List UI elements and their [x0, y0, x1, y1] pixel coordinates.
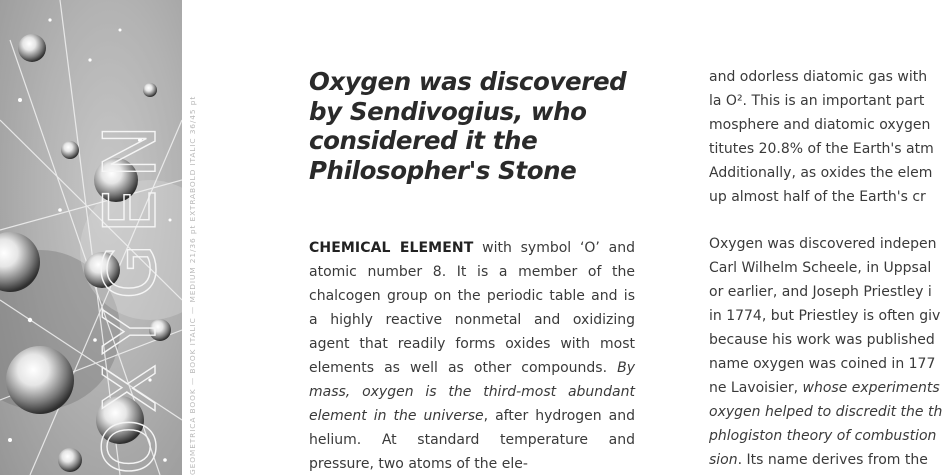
right-line — [709, 376, 950, 400]
water-droplets-photo — [0, 0, 182, 475]
specimen-caption: GEOMETRICA BOOK — BOOK ITALIC — MEDIUM 21/36 pt EXTRABOLD ITALIC 36/45 pt — [188, 95, 197, 475]
right-line-italic: whose experiments — [802, 380, 940, 396]
right-line: titutes 20.8% of the Earth's atm — [709, 141, 934, 157]
right-line-text: in 1774, but Priestley is often giv — [709, 308, 941, 324]
right-line — [709, 304, 950, 328]
right-line: and odorless diatomic gas with — [709, 69, 928, 85]
right-line-italic: sion — [709, 452, 738, 468]
right-line — [709, 280, 950, 304]
right-line — [709, 232, 950, 256]
right-line-italic: oxygen helped to discredit the th — [709, 404, 943, 420]
right-line-text: . Its name derives from the — [737, 452, 928, 468]
right-line: Additionally, as oxides the elem — [709, 165, 933, 181]
body-paragraph-1 — [309, 236, 635, 476]
right-line: up almost half of the Earth's cr — [709, 189, 926, 205]
right-line: la O². This is an important part — [709, 93, 925, 109]
right-line: mosphere and diatomic oxygen — [709, 117, 931, 133]
body-text-2: , after hydrogen and helium. At standard temperature and pressure, two atoms of the ele- — [309, 408, 635, 472]
right-line-text: or earlier, and Joseph Priestley i — [709, 284, 932, 300]
right-line-text: name oxygen was coined in 177 — [709, 356, 936, 372]
right-line — [709, 448, 950, 472]
headline: Oxygen was discovered by Sendivogius, who considered it the Philosopher's Stone — [309, 67, 627, 185]
right-column-block-2 — [709, 232, 950, 472]
right-line — [709, 400, 950, 424]
right-line — [709, 352, 950, 376]
right-column-block-1 — [709, 65, 950, 209]
right-line-italic: phlogiston theory of combustion — [709, 428, 937, 444]
body-text-1: with symbol ‘O’ and atomic number 8. It is a member of the chalcogen group on the periodic table and is a highly reactive nonmetal and oxidizing agent that readily forms oxides with most elements as well as other compounds. — [309, 240, 635, 376]
right-line-text: because his work was published — [709, 332, 935, 348]
right-line — [709, 256, 950, 280]
right-line-text: ne Lavoisier, — [709, 380, 803, 396]
outline-word: OXYGEN — [88, 114, 172, 475]
lead-in: CHEMICAL ELEMENT — [309, 240, 474, 256]
body-italic: By mass, oxygen is the third-most abundant element in the universe — [309, 360, 635, 424]
right-line — [709, 328, 950, 352]
right-line-text: Carl Wilhelm Scheele, in Uppsal — [709, 260, 932, 276]
right-line-text: Oxygen was discovered indepen — [709, 236, 937, 252]
right-line — [709, 424, 950, 448]
droplets-illustration — [0, 0, 182, 475]
